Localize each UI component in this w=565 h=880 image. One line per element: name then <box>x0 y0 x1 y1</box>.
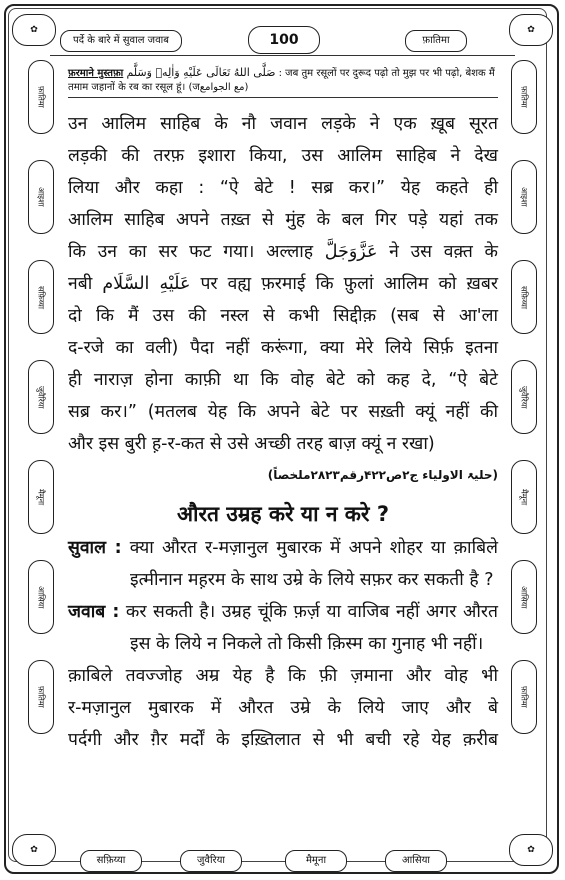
side-medallion-left: सफ़िय्या <box>28 260 54 334</box>
side-medallion-left: फ़ातिमा <box>28 60 54 134</box>
corner-ornament-top-right: ✿ <box>509 14 553 46</box>
section-heading: औरत उम्रह करे या न करे ? <box>176 502 389 526</box>
side-medallion-right: फ़ातिमा <box>511 660 537 734</box>
side-medallion-right: जुवैरिया <box>511 360 537 434</box>
answer-line <box>68 600 498 624</box>
body-line: कि उन का सर फट गया। अल्लाह عَزَّوَجَلَّ ने उस वक़्त के <box>68 242 498 262</box>
body-line: दो कि मैं उस की नस्ल से कभी सिद्दीक़ (सब से आ'ला <box>68 306 498 326</box>
footer-tab: आसिया <box>385 850 447 872</box>
side-medallion-left: फ़ातिमा <box>28 660 54 734</box>
footer-tab: मैमूना <box>285 850 347 872</box>
side-medallion-right: सफ़िय्या <box>511 260 537 334</box>
hadith-notice <box>68 66 498 98</box>
side-medallion-right: आइशा <box>511 160 537 234</box>
answer-line: क़ाबिले तवज्जोह अम्र येह है कि फ़ी ज़माना और वोह भी <box>68 666 498 686</box>
body-line: सब्र कर।” (मतलब येह कि अपने बेटे पर सख़्ती क्यूं नहीं की <box>68 402 498 422</box>
page-number: 100 <box>248 26 320 54</box>
body-line: उन आलिम साहिब के नौ जवान लड़के ने एक ख़ूब सूरत <box>68 114 498 134</box>
answer-label: जवाब : <box>68 602 120 622</box>
body-line: और इस बुरी ह़-र-कत से उसे अच्छी तरह बाज़ क्यूं न रखा) <box>68 434 435 454</box>
body-line: नबी عَلَيْهِ السَّلَام पर वह्य फ़रमाई कि फ़ुलां आलिम को ख़बर <box>68 274 498 294</box>
question-label: सुवाल : <box>68 538 122 558</box>
side-medallion-left: आसिया <box>28 560 54 634</box>
footer-tab: सफ़िय्या <box>80 850 142 872</box>
answer-line: पर्दगी और ग़ैर मर्दों के इख़्तिलात से भी बची रहे येह क़रीब <box>68 730 498 750</box>
header-divider <box>50 55 515 56</box>
header-title-tab: पर्दे के बारे में सुवाल जवाब <box>60 30 182 52</box>
side-medallion-right: फ़ातिमा <box>511 60 537 134</box>
footer-tab: जुवैरिया <box>180 850 242 872</box>
side-medallion-right: आसिया <box>511 560 537 634</box>
body-line: लड़की की तरफ़ इशारा किया, उस आलिम साहिब ने देख <box>68 146 498 166</box>
side-medallion-left: मैमूना <box>28 460 54 534</box>
question-text: क्या औरत र-मज़ानुल मुबारक में अपने शोहर या क़ाबिले <box>129 538 498 558</box>
body-line: आलिम साहिब अपने तख़्त से मुंह के बल गिर पड़े यहां तक <box>68 210 498 230</box>
corner-ornament-bottom-right: ✿ <box>509 834 553 866</box>
corner-ornament-top-left: ✿ <box>12 14 56 46</box>
question-line <box>68 536 498 560</box>
body-line: ही नाराज़ होना काफ़ी था कि वोह बेटे को कह दे, “ऐ बेटे <box>68 370 498 390</box>
notice-label: फ़रमाने मुस्तफ़ा <box>68 68 124 79</box>
header-right-tab: फ़ातिमा <box>405 30 467 52</box>
answer-line: इस के लिये न निकले तो किसी क़िस्म का गुनाह भी नहीं। <box>130 634 484 654</box>
side-medallion-right: मैमूना <box>511 460 537 534</box>
body-line: लिया और कहा : “ऐ बेटे ! सब्र कर।” येह कहते ही <box>68 178 498 198</box>
corner-ornament-bottom-left: ✿ <box>12 834 56 866</box>
citation: (حلیۃ الاولیاء ج۲ص۴۲۲رقم۲۸۲۳ملخصاً) <box>267 468 498 482</box>
body-line: द-रजे का वली) पैदा नहीं करूंगा, क्या मेरे लिये सिर्फ़ इतना <box>68 338 498 358</box>
notice-text: : जब तुम रसूलों पर दुरूद पढ़ो तो मुझ पर भी पढ़ो, बेशक मैं तमाम जहानों के रब का रसूल हूं। (जمع الجوامع) <box>68 68 495 93</box>
side-medallion-left: जुवैरिया <box>28 360 54 434</box>
answer-line: र-मज़ानुल मुबारक में औरत उम्रे के लिये जाए और बे <box>68 698 498 718</box>
notice-arabic: صَلَّى اللهُ تَعَالَى عَلَيْهِ وَاٰلِهٖ وَسَلَّم <box>126 66 276 79</box>
question-line: इत्मीनान मह़रम के साथ उम्रे के लिये सफ़र कर सकती है ? <box>130 570 494 590</box>
answer-text: कर सकती है। उम्रह चूंकि फ़र्ज़ या वाजिब नहीं अगर औरत <box>125 602 498 622</box>
side-medallion-left: आइशा <box>28 160 54 234</box>
